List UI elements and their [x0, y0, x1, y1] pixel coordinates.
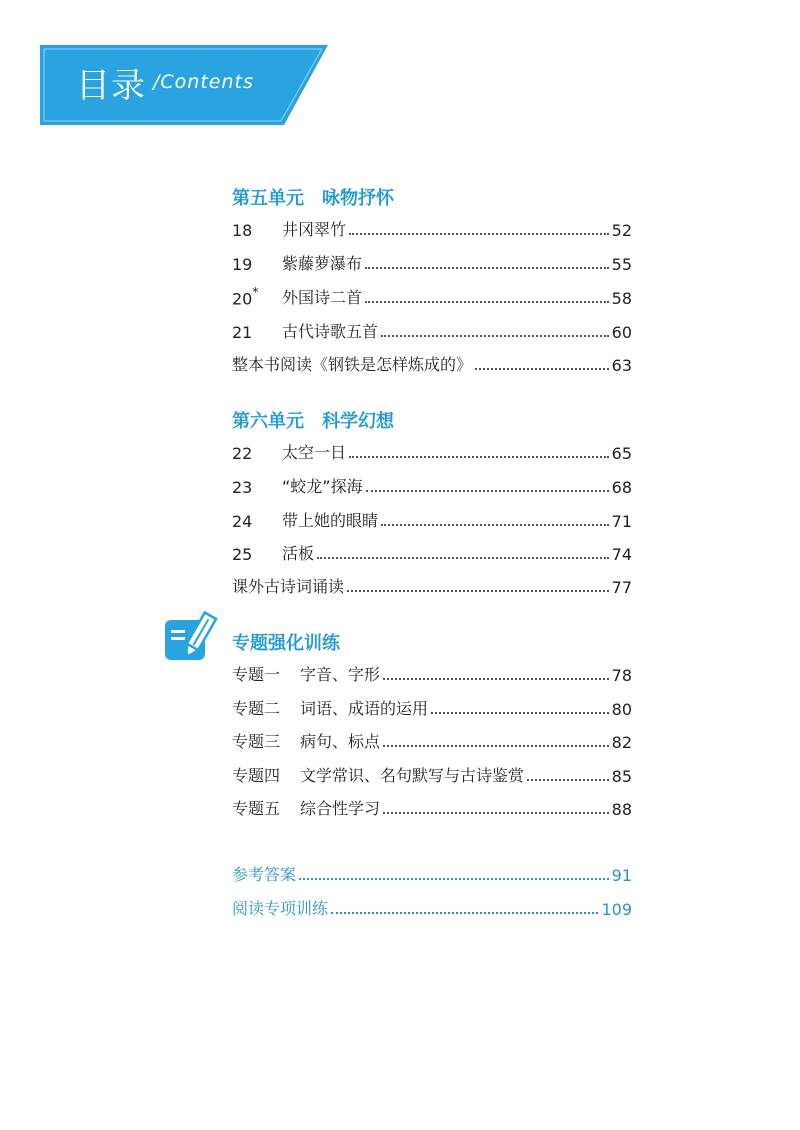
entry-title: 文学常识、名句默写与古诗鉴赏	[300, 766, 525, 785]
entry-page: 85	[611, 767, 632, 786]
leader-dots	[349, 233, 609, 235]
toc-entry[interactable]	[232, 320, 632, 342]
entry-number: 专题二	[232, 699, 281, 718]
entry-page: 58	[611, 289, 632, 308]
entry-title: 阅读专项训练	[232, 899, 329, 918]
toc-entry[interactable]	[232, 575, 632, 597]
leader-dots	[347, 590, 609, 592]
entry-title: 字音、字形	[300, 665, 381, 684]
toc-entry[interactable]	[232, 663, 632, 685]
page-subtitle: /Contents	[153, 71, 254, 93]
entry-number: 专题四	[232, 766, 281, 785]
entry-title: 太空一日	[282, 443, 347, 462]
leader-dots	[317, 557, 609, 559]
entry-title: 井冈翠竹	[282, 220, 347, 239]
entry-page: 74	[611, 545, 632, 564]
leader-dots	[383, 812, 609, 814]
entry-page: 77	[611, 578, 632, 597]
leader-dots	[431, 712, 609, 714]
toc-entry[interactable]	[232, 252, 632, 274]
entry-page: 78	[611, 666, 632, 685]
entry-number: 23	[232, 478, 253, 497]
entry-page: 55	[611, 255, 632, 274]
entry-title: 古代诗歌五首	[282, 322, 379, 341]
entry-page: 65	[611, 444, 632, 463]
toc-entry-answers[interactable]	[232, 863, 632, 885]
toc-entry[interactable]	[232, 441, 632, 463]
entry-title: 整本书阅读《钢铁是怎样炼成的》	[232, 355, 473, 374]
toc-entry[interactable]	[232, 764, 632, 786]
leader-dots	[365, 267, 609, 269]
entry-number: 18	[232, 221, 253, 240]
entry-number: 25	[232, 545, 253, 564]
leader-dots	[366, 490, 609, 492]
entry-title: 病句、标点	[300, 732, 381, 751]
leader-dots	[299, 878, 609, 880]
toc-entry[interactable]	[232, 797, 632, 819]
entry-title: 紫藤萝瀑布	[282, 254, 363, 273]
leader-dots	[383, 745, 609, 747]
toc-entry[interactable]	[232, 542, 632, 564]
section-title-unit5: 第五单元 咏物抒怀	[232, 188, 394, 209]
leader-dots	[331, 912, 598, 914]
leader-dots	[349, 456, 609, 458]
toc-entry[interactable]	[232, 353, 632, 375]
entry-page: 80	[611, 700, 632, 719]
leader-dots	[381, 524, 609, 526]
entry-page: 88	[611, 800, 632, 819]
entry-title: 外国诗二首	[282, 288, 363, 307]
entry-page: 82	[611, 733, 632, 752]
toc-entry[interactable]	[232, 286, 632, 308]
entry-page: 71	[611, 512, 632, 531]
entry-title: 词语、成语的运用	[300, 699, 429, 718]
toc-entry-reading-training[interactable]	[232, 897, 632, 919]
entry-page: 68	[611, 478, 632, 497]
entry-number: 19	[232, 255, 253, 274]
entry-page: 91	[611, 866, 632, 885]
entry-title: 参考答案	[232, 865, 297, 884]
leader-dots	[383, 678, 609, 680]
leader-dots	[475, 368, 609, 370]
toc-entry[interactable]	[232, 730, 632, 752]
entry-title: 带上她的眼睛	[282, 511, 379, 530]
leader-dots	[365, 301, 609, 303]
entry-number: 21	[232, 323, 253, 342]
entry-title: 综合性学习	[300, 799, 381, 818]
entry-number: 专题三	[232, 732, 281, 751]
pencil-notebook-icon	[163, 610, 219, 666]
entry-number: 22	[232, 444, 253, 463]
leader-dots	[381, 335, 609, 337]
optional-star-mark: *	[252, 284, 259, 299]
entry-number: 专题一	[232, 665, 281, 684]
entry-page: 52	[611, 221, 632, 240]
section-title-unit6: 第六单元 科学幻想	[232, 411, 394, 432]
entry-number: 24	[232, 512, 253, 531]
leader-dots	[527, 779, 609, 781]
toc-entry[interactable]	[232, 697, 632, 719]
entry-number: 专题五	[232, 799, 281, 818]
entry-title: 活板	[282, 544, 315, 563]
entry-page: 60	[611, 323, 632, 342]
toc-entry[interactable]	[232, 509, 632, 531]
section-title-special: 专题强化训练	[232, 633, 340, 654]
entry-page: 63	[611, 356, 632, 375]
toc-entry[interactable]	[232, 475, 632, 497]
toc-entry[interactable]	[232, 218, 632, 240]
entry-number: 20*	[232, 284, 259, 308]
entry-title: 课外古诗词诵读	[232, 577, 345, 596]
entry-page: 109	[601, 900, 632, 919]
page-title: 目录	[76, 66, 146, 106]
entry-title: “蛟龙”探海	[282, 477, 363, 496]
